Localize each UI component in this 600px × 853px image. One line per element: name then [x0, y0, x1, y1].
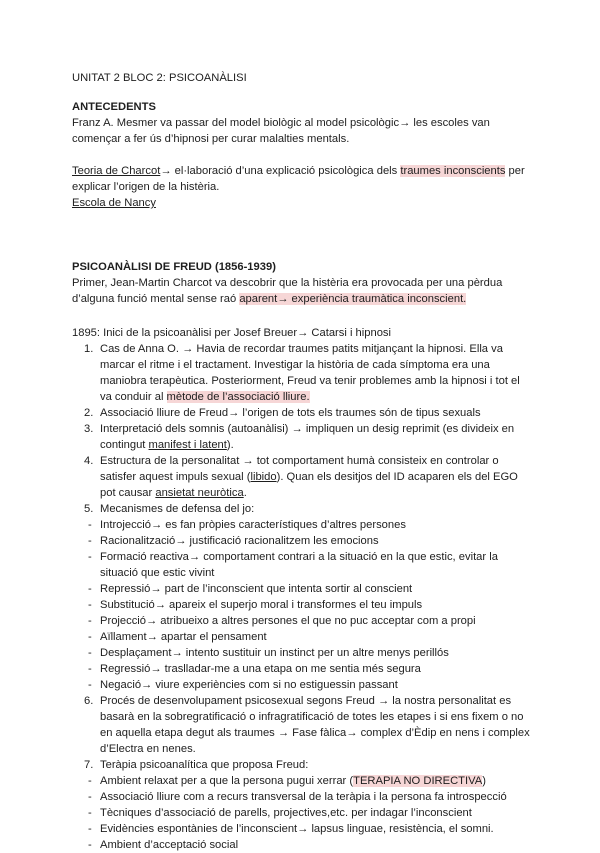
- list-item-2: 2. Associació lliure de Freud→ l’origen de tots els traumes són de tipus sexuals: [84, 407, 481, 419]
- bullet-item: - Introjecció→ es fan pròpies característiques d’altres persones: [88, 519, 406, 531]
- list-item-1: 1. Cas de Anna O. → Havia de recordar traumes patits mitjançant la hipnosi. Ella va marcar el ritme i el tractament. Investigar la història de cada símptoma era una maniobra terapèutica. Posteriorment, Freud va tenir problemes amb la hipnosi i tot el va conduir al mètode de l’associació lliure.: [84, 343, 520, 403]
- antecedents-heading: ANTECEDENTS: [72, 101, 156, 113]
- nancy-line: [72, 195, 532, 211]
- bullet-item: - Evidències espontànies de l’inconscient→ lapsus linguae, resistència, el somni.: [88, 823, 494, 835]
- list-item-3: 3. Interpretació dels somnis (autoanàlisi) → impliquen un desig reprimit (es divideix en contingut manifest i latent).: [84, 423, 515, 451]
- highlight-terapia: TERAPIA NO DIRECTIVA: [353, 775, 483, 787]
- bullet-item: - Associació lliure com a recurs transversal de la teràpia i la persona fa introspecció: [88, 791, 507, 803]
- bullet-item: - Aïllament→ apartar el pensament: [88, 631, 267, 643]
- bullet-item: - Ambient d’acceptació social: [88, 839, 239, 851]
- bullet-item: - Repressió→ part de l’inconscient que intenta sortir al conscient: [88, 583, 413, 595]
- freud-heading: PSICOANÀLISI DE FREUD (1856-1939): [72, 261, 276, 273]
- bullet-item: - Ambient relaxat per a que la persona pugui xerrar (TERAPIA NO DIRECTIVA): [88, 775, 486, 787]
- bullet-item: - Substitució→ apareix el superjo moral i transformes el teu impuls: [88, 599, 423, 611]
- bullet-item: - Formació reactiva→ comportament contrari a la situació en la que estic, evitar la situació que estic vivint: [88, 551, 498, 579]
- breuer-line: 1895: Inici de la psicoanàlisi per Josef Breuer→ Catarsi i hipnosi: [72, 327, 392, 339]
- charcot-discovery-paragraph: Primer, Jean-Martin Charcot va descobrir que la histèria era provocada per una pèrdua d’alguna funció mental sense raó aparent→ experiència traumàtica inconscient.: [72, 277, 503, 305]
- bullet-item: - Projecció→ atribueixo a altres persones el que no puc acceptar com a propi: [88, 615, 476, 627]
- highlight-aparent: aparent→ experiència traumàtica inconscient.: [239, 293, 467, 305]
- list-item-4: 4. Estructura de la personalitat → tot comportament humà consisteix en controlar o satisfer aquest impuls sexual (libido). Quan els desitjos del ID acaparen els del EGO pot causar ansietat neuròtica.: [84, 455, 518, 499]
- highlight-traumes: traumes inconscients: [400, 165, 506, 177]
- bullet-item: - Desplaçament→ intento sustituir un instinct per un altre menys perillós: [88, 647, 449, 659]
- bullet-item: - Racionalització→ justificació racionalitzem les emocions: [88, 535, 379, 547]
- bullet-item: - Regressió→ traslladar-me a una etapa on me sentia més segura: [88, 663, 421, 675]
- list-item-5: 5. Mecanismes de defensa del jo:: [84, 503, 255, 515]
- charcot-paragraph: Teoria de Charcot→ el·laboració d’una explicació psicològica dels traumes inconscients per explicar l’origen de la histèria.: [72, 165, 525, 193]
- bullet-item: - Negació→ viure experiències com si no estiguessin passant: [88, 679, 398, 691]
- doc-title: UNITAT 2 BLOC 2: PSICOANÀLISI: [72, 72, 247, 84]
- list-item-6: 6. Procés de desenvolupament psicosexual segons Freud → la nostra personalitat es basarà en la sobregratificació o infragratificació de totes les etapes i si ens fixem o no en aquella etapa degut als traumes → Fase fàlica→ complex d’Èdip en nens i complex d’Electra en nenes.: [84, 695, 530, 755]
- nancy-link: Escola de Nancy: [72, 197, 156, 209]
- highlight-metode: mètode de l’associació lliure.: [166, 391, 310, 403]
- charcot-link: Teoria de Charcot: [72, 165, 161, 177]
- mesmer-paragraph: Franz A. Mesmer va passar del model biològic al model psicològic→ les escoles van començar a fer ús d’hipnosi per curar malalties mentals.: [72, 117, 490, 145]
- list-item-7: 7. Teràpia psicoanalítica que proposa Freud:: [84, 759, 309, 771]
- document-page: [72, 70, 532, 853]
- bullet-item: - Tècniques d’associació de parells, projectives,etc. per indagar l’inconscient: [88, 807, 472, 819]
